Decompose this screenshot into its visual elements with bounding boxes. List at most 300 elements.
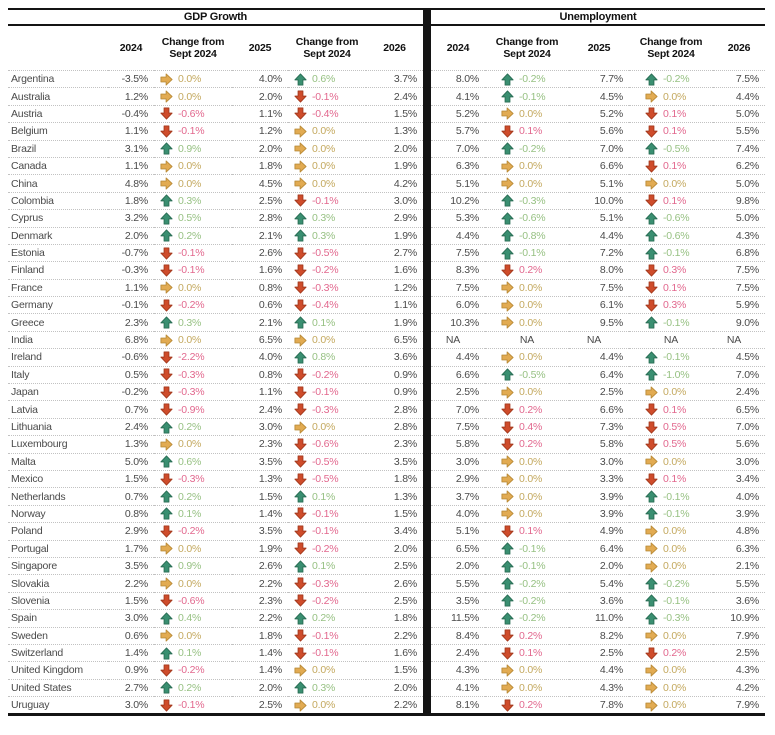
down-arrow-icon	[645, 473, 658, 486]
change-value: -0.1%	[178, 264, 205, 277]
forecast-table	[8, 8, 765, 716]
change-cell	[154, 627, 232, 644]
change-value: 0.0%	[519, 507, 543, 520]
value-cell: 5.1%	[569, 209, 629, 226]
value-cell: 5.1%	[569, 174, 629, 191]
change-cell	[288, 383, 366, 400]
right-arrow-icon	[501, 177, 514, 190]
down-arrow-icon	[294, 455, 307, 468]
change-value: -0.3%	[312, 281, 339, 294]
value-cell: 7.3%	[569, 418, 629, 435]
section-divider	[423, 174, 431, 191]
down-arrow-icon	[294, 647, 307, 660]
table-row	[8, 574, 765, 591]
value-cell: 4.2%	[713, 679, 765, 696]
value-cell: 3.2%	[108, 209, 154, 226]
change-value: 0.1%	[663, 281, 687, 294]
country-label: Malta	[8, 453, 108, 470]
table-row	[8, 140, 765, 157]
up-arrow-icon	[294, 560, 307, 573]
change-cell	[288, 122, 366, 139]
change-cell	[485, 331, 569, 348]
up-arrow-icon	[160, 490, 173, 503]
value-cell: 4.0%	[232, 348, 288, 365]
value-cell: 1.2%	[232, 122, 288, 139]
change-cell	[485, 574, 569, 591]
change-value: 0.0%	[178, 73, 202, 86]
change-cell	[629, 609, 713, 626]
change-cell	[154, 122, 232, 139]
value-cell: 5.6%	[713, 435, 765, 452]
change-cell	[629, 209, 713, 226]
down-arrow-icon	[645, 647, 658, 660]
value-cell: 0.7%	[108, 487, 154, 504]
change-value: 0.0%	[519, 299, 543, 312]
change-cell	[485, 627, 569, 644]
change-value: -0.8%	[519, 229, 546, 242]
country-label: Cyprus	[8, 209, 108, 226]
change-cell	[154, 540, 232, 557]
value-cell: 1.3%	[366, 122, 423, 139]
change-value: 0.0%	[312, 334, 336, 347]
table-row	[8, 557, 765, 574]
value-cell: 2.8%	[366, 418, 423, 435]
change-cell	[154, 227, 232, 244]
up-arrow-icon	[160, 421, 173, 434]
change-cell	[288, 174, 366, 191]
change-cell	[288, 157, 366, 174]
value-cell: 7.9%	[713, 696, 765, 713]
down-arrow-icon	[645, 107, 658, 120]
change-value: -0.1%	[312, 507, 339, 520]
change-cell	[485, 279, 569, 296]
up-arrow-icon	[501, 594, 514, 607]
value-cell: 3.0%	[713, 453, 765, 470]
value-cell: 5.0%	[713, 174, 765, 191]
down-arrow-icon	[160, 351, 173, 364]
value-cell: 3.0%	[108, 696, 154, 713]
change-value: -0.4%	[312, 299, 339, 312]
value-cell: 5.2%	[431, 105, 485, 122]
section-divider	[423, 679, 431, 696]
down-arrow-icon	[294, 629, 307, 642]
down-arrow-icon	[501, 421, 514, 434]
country-label: China	[8, 174, 108, 191]
right-arrow-icon	[501, 299, 514, 312]
change-cell	[629, 418, 713, 435]
country-label: United States	[8, 679, 108, 696]
change-cell	[288, 192, 366, 209]
change-cell	[154, 696, 232, 713]
change-cell	[629, 679, 713, 696]
value-cell: 3.4%	[713, 470, 765, 487]
right-arrow-icon	[501, 664, 514, 677]
country-label: Slovenia	[8, 592, 108, 609]
change-value: -0.2%	[178, 299, 205, 312]
change-cell	[288, 227, 366, 244]
down-arrow-icon	[294, 247, 307, 260]
value-cell: 1.3%	[366, 487, 423, 504]
change-cell	[629, 70, 713, 87]
up-arrow-icon	[501, 612, 514, 625]
change-cell	[154, 505, 232, 522]
change-value: 0.0%	[519, 490, 543, 503]
change-cell	[629, 540, 713, 557]
value-cell: -0.2%	[108, 383, 154, 400]
change-value: 0.0%	[663, 542, 687, 555]
value-cell: 7.0%	[431, 140, 485, 157]
change-value: 0.0%	[663, 455, 687, 468]
table-row	[8, 522, 765, 539]
up-arrow-icon	[294, 212, 307, 225]
up-arrow-icon	[501, 212, 514, 225]
section-divider	[423, 87, 431, 104]
down-arrow-icon	[160, 386, 173, 399]
right-arrow-icon	[645, 664, 658, 677]
right-arrow-icon	[501, 473, 514, 486]
change-cell	[485, 313, 569, 330]
value-cell: 2.2%	[366, 627, 423, 644]
value-cell: 6.8%	[713, 244, 765, 261]
change-value: -0.3%	[178, 368, 205, 381]
country-label: Argentina	[8, 70, 108, 87]
change-cell	[485, 540, 569, 557]
table-row	[8, 279, 765, 296]
value-cell: 2.0%	[366, 540, 423, 557]
value-cell: 0.7%	[108, 400, 154, 417]
right-arrow-icon	[645, 699, 658, 712]
value-cell: 2.5%	[569, 383, 629, 400]
value-cell: 5.5%	[713, 574, 765, 591]
value-cell: 2.9%	[366, 209, 423, 226]
value-cell: NA	[431, 331, 485, 348]
value-cell: 4.2%	[366, 174, 423, 191]
value-cell: 2.3%	[366, 435, 423, 452]
right-arrow-icon	[501, 316, 514, 329]
section-title-row	[8, 8, 765, 26]
change-value: -0.2%	[519, 73, 546, 86]
value-cell: 2.7%	[108, 679, 154, 696]
section-divider	[423, 627, 431, 644]
right-arrow-icon	[501, 281, 514, 294]
change-cell	[485, 383, 569, 400]
change-cell	[288, 696, 366, 713]
change-cell	[154, 366, 232, 383]
value-cell: 6.5%	[713, 400, 765, 417]
table-row	[8, 383, 765, 400]
up-arrow-icon	[501, 577, 514, 590]
change-value: -0.1%	[178, 699, 205, 712]
up-arrow-icon	[294, 73, 307, 86]
section-divider	[423, 383, 431, 400]
change-cell	[629, 261, 713, 278]
change-cell	[154, 192, 232, 209]
right-arrow-icon	[645, 90, 658, 103]
change-cell	[485, 696, 569, 713]
value-cell: 1.2%	[108, 87, 154, 104]
gdp-header-change-2: Change from Sept 2024	[295, 35, 359, 60]
change-value: -0.2%	[519, 142, 546, 155]
value-cell: 6.2%	[713, 157, 765, 174]
value-cell: 4.0%	[713, 487, 765, 504]
table-row	[8, 244, 765, 261]
change-cell	[154, 70, 232, 87]
change-cell	[629, 279, 713, 296]
change-cell	[288, 348, 366, 365]
change-cell	[288, 505, 366, 522]
value-cell: 6.6%	[569, 400, 629, 417]
country-label: Canada	[8, 157, 108, 174]
down-arrow-icon	[160, 594, 173, 607]
value-cell: 0.9%	[366, 366, 423, 383]
value-cell: 5.9%	[713, 296, 765, 313]
change-value: -0.1%	[519, 560, 546, 573]
value-cell: 3.6%	[569, 592, 629, 609]
value-cell: 1.6%	[366, 261, 423, 278]
gdp-header-2026: 2026	[383, 41, 406, 54]
value-cell: 2.4%	[232, 400, 288, 417]
value-cell: 2.2%	[366, 696, 423, 713]
value-cell: 2.2%	[108, 574, 154, 591]
value-cell: 5.0%	[713, 105, 765, 122]
up-arrow-icon	[501, 229, 514, 242]
value-cell: 1.4%	[108, 644, 154, 661]
value-cell: 7.5%	[569, 279, 629, 296]
value-cell: 2.6%	[366, 574, 423, 591]
change-value: 0.0%	[178, 160, 202, 173]
value-cell: 3.4%	[366, 522, 423, 539]
value-cell: 7.9%	[713, 627, 765, 644]
change-value: 0.0%	[663, 386, 687, 399]
change-value: 0.3%	[178, 194, 202, 207]
country-label: Singapore	[8, 557, 108, 574]
value-cell: 1.1%	[232, 383, 288, 400]
right-arrow-icon	[160, 281, 173, 294]
table-row	[8, 192, 765, 209]
change-cell	[154, 592, 232, 609]
value-cell: 3.7%	[366, 70, 423, 87]
change-value: 0.0%	[519, 351, 543, 364]
unemp-header-2026: 2026	[727, 41, 751, 54]
change-cell	[154, 644, 232, 661]
down-arrow-icon	[645, 160, 658, 173]
value-cell: 6.4%	[569, 366, 629, 383]
down-arrow-icon	[645, 125, 658, 138]
value-cell: 5.8%	[569, 435, 629, 452]
right-arrow-icon	[645, 386, 658, 399]
section-divider	[423, 209, 431, 226]
change-value: -0.2%	[178, 525, 205, 538]
value-cell: 3.1%	[108, 140, 154, 157]
section-divider	[423, 505, 431, 522]
value-cell: 8.1%	[431, 696, 485, 713]
up-arrow-icon	[501, 73, 514, 86]
down-arrow-icon	[501, 125, 514, 138]
value-cell: 1.9%	[232, 540, 288, 557]
change-cell	[288, 366, 366, 383]
change-value: 0.0%	[178, 334, 202, 347]
section-divider	[423, 227, 431, 244]
down-arrow-icon	[160, 473, 173, 486]
change-value: 0.2%	[519, 403, 543, 416]
value-cell: 3.7%	[431, 487, 485, 504]
value-cell: 10.9%	[713, 609, 765, 626]
change-value: -0.5%	[312, 473, 339, 486]
change-cell	[485, 192, 569, 209]
change-cell	[154, 522, 232, 539]
value-cell: 5.0%	[108, 453, 154, 470]
change-value: -0.3%	[519, 194, 546, 207]
change-value: -0.2%	[312, 368, 339, 381]
value-cell: 2.5%	[232, 192, 288, 209]
value-cell: 1.8%	[366, 470, 423, 487]
value-cell: 7.5%	[431, 244, 485, 261]
change-cell	[629, 470, 713, 487]
up-arrow-icon	[645, 229, 658, 242]
change-value: 0.0%	[519, 107, 543, 120]
right-arrow-icon	[501, 386, 514, 399]
change-cell	[154, 209, 232, 226]
section-divider	[423, 8, 431, 26]
down-arrow-icon	[294, 577, 307, 590]
change-value: 0.9%	[178, 142, 202, 155]
up-arrow-icon	[501, 560, 514, 573]
right-arrow-icon	[160, 73, 173, 86]
table-row	[8, 296, 765, 313]
change-value: 0.0%	[663, 525, 687, 538]
change-value: -0.9%	[178, 403, 205, 416]
change-value: 0.0%	[178, 177, 202, 190]
country-label: Slovakia	[8, 574, 108, 591]
country-label: Uruguay	[8, 696, 108, 713]
value-cell: 3.5%	[232, 522, 288, 539]
table-row	[8, 227, 765, 244]
down-arrow-icon	[160, 403, 173, 416]
table-row	[8, 609, 765, 626]
up-arrow-icon	[645, 594, 658, 607]
change-cell	[288, 313, 366, 330]
right-arrow-icon	[645, 525, 658, 538]
change-value: -0.6%	[312, 438, 339, 451]
change-value: -0.1%	[519, 247, 546, 260]
down-arrow-icon	[294, 594, 307, 607]
change-value: 0.0%	[663, 560, 687, 573]
country-label: Italy	[8, 366, 108, 383]
value-cell: -0.3%	[108, 261, 154, 278]
change-value: 0.0%	[178, 629, 202, 642]
right-arrow-icon	[501, 681, 514, 694]
right-arrow-icon	[645, 681, 658, 694]
country-label: Spain	[8, 609, 108, 626]
up-arrow-icon	[645, 212, 658, 225]
change-cell	[288, 487, 366, 504]
change-value: 0.2%	[178, 490, 202, 503]
change-cell	[485, 505, 569, 522]
change-value: -0.1%	[312, 629, 339, 642]
change-value: -0.3%	[178, 473, 205, 486]
country-label: Austria	[8, 105, 108, 122]
down-arrow-icon	[160, 264, 173, 277]
value-cell: 4.4%	[569, 348, 629, 365]
change-cell	[629, 140, 713, 157]
right-arrow-icon	[160, 629, 173, 642]
change-cell	[154, 313, 232, 330]
value-cell: 4.4%	[569, 661, 629, 678]
down-arrow-icon	[294, 281, 307, 294]
change-value: 0.0%	[663, 177, 687, 190]
change-cell	[154, 348, 232, 365]
change-cell	[154, 487, 232, 504]
change-cell	[485, 487, 569, 504]
change-value: 0.0%	[663, 699, 687, 712]
value-cell: 1.8%	[232, 157, 288, 174]
value-cell: 3.9%	[569, 505, 629, 522]
down-arrow-icon	[294, 386, 307, 399]
value-cell: 11.0%	[569, 609, 629, 626]
country-label: Greece	[8, 313, 108, 330]
value-cell: 4.8%	[108, 174, 154, 191]
up-arrow-icon	[294, 229, 307, 242]
change-value: 0.0%	[519, 473, 543, 486]
change-value: -0.3%	[312, 403, 339, 416]
change-value: -0.1%	[178, 125, 205, 138]
section-divider	[423, 70, 431, 87]
change-value: 0.0%	[178, 438, 202, 451]
country-label: Belgium	[8, 122, 108, 139]
value-cell: -0.1%	[108, 296, 154, 313]
value-cell: 8.3%	[431, 261, 485, 278]
table-row	[8, 366, 765, 383]
change-value: -0.4%	[312, 107, 339, 120]
right-arrow-icon	[294, 142, 307, 155]
section-divider	[423, 140, 431, 157]
value-cell: 8.0%	[569, 261, 629, 278]
change-cell	[154, 140, 232, 157]
change-value: -0.2%	[663, 577, 690, 590]
up-arrow-icon	[645, 577, 658, 590]
value-cell: 1.5%	[366, 505, 423, 522]
table-row	[8, 70, 765, 87]
value-cell: 9.0%	[713, 313, 765, 330]
value-cell: 5.5%	[431, 574, 485, 591]
change-value: 0.8%	[312, 351, 336, 364]
value-cell: 1.1%	[366, 296, 423, 313]
change-value: 0.0%	[178, 90, 202, 103]
table-row	[8, 696, 765, 713]
change-value: -0.1%	[312, 647, 339, 660]
change-value: -0.5%	[519, 368, 546, 381]
value-cell: 2.4%	[108, 418, 154, 435]
change-value: -0.5%	[312, 247, 339, 260]
change-cell	[485, 661, 569, 678]
table-row	[8, 105, 765, 122]
change-cell	[288, 627, 366, 644]
section-divider	[423, 574, 431, 591]
right-arrow-icon	[501, 160, 514, 173]
section-divider	[423, 609, 431, 626]
change-cell	[485, 400, 569, 417]
change-cell	[154, 453, 232, 470]
value-cell: 1.5%	[366, 661, 423, 678]
value-cell: 5.4%	[569, 574, 629, 591]
value-cell: 7.5%	[713, 70, 765, 87]
value-cell: 7.0%	[569, 140, 629, 157]
down-arrow-icon	[501, 629, 514, 642]
change-value: -0.1%	[663, 507, 690, 520]
value-cell: -3.5%	[108, 70, 154, 87]
down-arrow-icon	[294, 299, 307, 312]
value-cell: 0.9%	[108, 661, 154, 678]
